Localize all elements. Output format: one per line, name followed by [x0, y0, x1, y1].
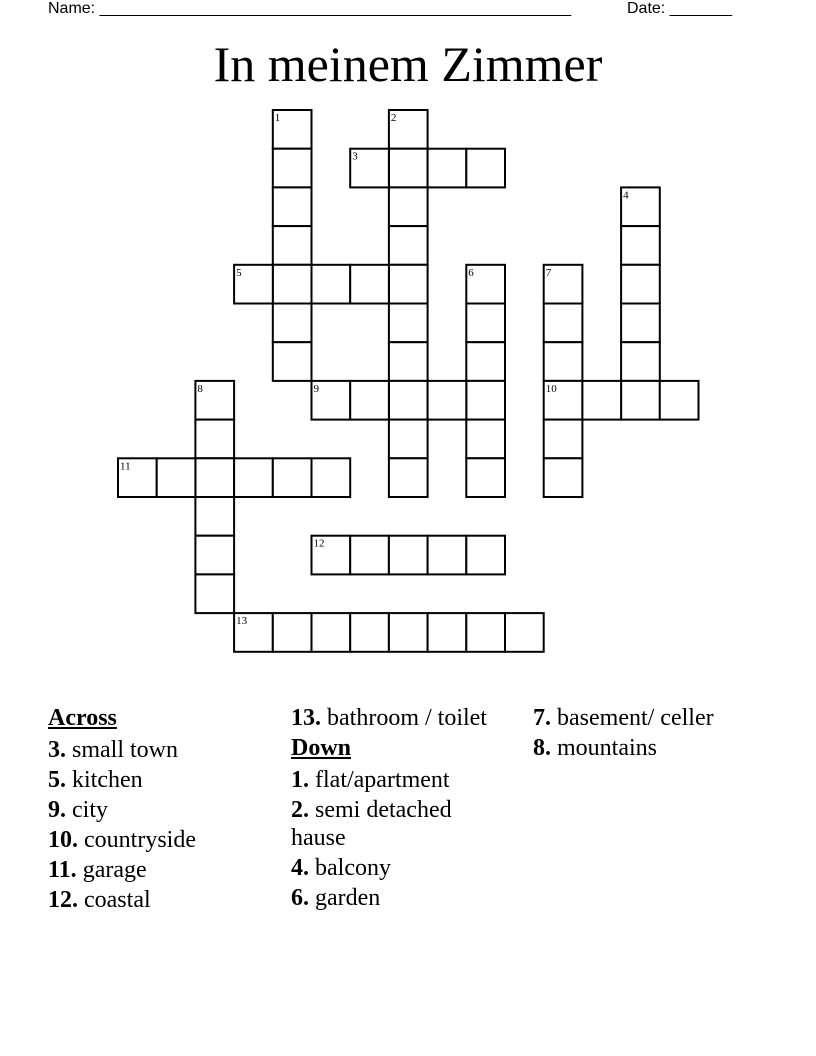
grid-cell[interactable]	[273, 149, 312, 188]
clue-text: basement/ celler	[557, 705, 714, 731]
clue-across-11	[48, 856, 278, 884]
clue-across-12	[48, 886, 278, 914]
grid-cell[interactable]	[273, 342, 312, 381]
grid-cell[interactable]	[389, 149, 428, 188]
cell-number: 12	[313, 537, 325, 550]
grid-cell[interactable]	[466, 381, 505, 420]
clue-text: city	[72, 797, 108, 823]
grid-cell[interactable]	[389, 187, 428, 226]
grid-cell[interactable]	[350, 613, 389, 652]
clue-across-13	[291, 704, 491, 732]
grid-cell[interactable]	[428, 613, 467, 652]
page-title: In meinem Zimmer	[213, 36, 603, 92]
clue-text: garage	[82, 857, 147, 883]
grid-cell[interactable]	[466, 304, 505, 343]
grid-cell[interactable]	[195, 574, 234, 613]
name-field-label: Name: _____________________________________________________	[48, 0, 572, 17]
cell-number: 1	[274, 112, 281, 124]
grid-cell[interactable]	[621, 265, 660, 304]
clue-number: 9.	[48, 797, 66, 823]
grid-cell[interactable]	[234, 458, 273, 497]
grid-cell[interactable]	[157, 458, 196, 497]
clue-number: 11.	[48, 857, 77, 883]
grid-cell[interactable]	[428, 381, 467, 420]
grid-cell[interactable]	[428, 536, 467, 575]
clue-number: 1.	[291, 767, 309, 793]
clues-column-3	[533, 704, 733, 764]
clue-text: flat/apartment	[315, 767, 450, 793]
clue-across-10	[48, 826, 278, 854]
cell-number: 9	[313, 382, 319, 395]
grid-cell[interactable]	[660, 381, 699, 420]
cell-number: 6	[468, 266, 474, 279]
grid-cell[interactable]	[466, 536, 505, 575]
grid-cell[interactable]	[312, 613, 351, 652]
clue-text: garden	[315, 885, 381, 911]
cell-number: 8	[197, 382, 203, 395]
grid-cell[interactable]	[389, 613, 428, 652]
cell-number: 7	[545, 266, 552, 279]
clue-text: mountains	[557, 735, 657, 761]
grid-cell[interactable]	[544, 458, 583, 497]
grid-cell[interactable]	[273, 265, 312, 304]
clue-text: coastal	[84, 887, 151, 913]
grid-cell[interactable]	[466, 420, 505, 459]
grid-cell[interactable]	[389, 226, 428, 265]
grid-cell[interactable]	[312, 458, 351, 497]
grid-cell[interactable]	[350, 381, 389, 420]
clue-down-8	[533, 734, 733, 762]
grid-cell[interactable]	[544, 342, 583, 381]
grid-cell[interactable]	[621, 226, 660, 265]
cell-number: 4	[623, 189, 629, 202]
grid-cell[interactable]	[582, 381, 621, 420]
grid-cell[interactable]	[273, 304, 312, 343]
grid-cell[interactable]	[273, 458, 312, 497]
clue-across-9	[48, 796, 278, 824]
grid-cell[interactable]	[621, 381, 660, 420]
grid-cell[interactable]	[428, 149, 467, 188]
clue-number: 5.	[48, 767, 66, 793]
grid-cell[interactable]	[350, 265, 389, 304]
clue-text: balcony	[315, 855, 391, 881]
clue-number: 13.	[291, 705, 321, 731]
clue-down-7	[533, 704, 733, 732]
grid-cell[interactable]	[195, 458, 234, 497]
clue-number: 6.	[291, 885, 309, 911]
grid-cell[interactable]	[195, 420, 234, 459]
grid-cell[interactable]	[389, 342, 428, 381]
clue-number: 2.	[291, 797, 309, 823]
clue-number: 12.	[48, 887, 78, 913]
grid-cell[interactable]	[544, 420, 583, 459]
clue-number: 10.	[48, 827, 78, 853]
cell-number: 2	[390, 112, 397, 124]
grid-cell[interactable]	[621, 342, 660, 381]
grid-cell[interactable]	[621, 304, 660, 343]
cell-number: 3	[352, 150, 358, 163]
clue-number: 4.	[291, 855, 309, 881]
grid-cell[interactable]	[273, 226, 312, 265]
clue-across-5	[48, 766, 278, 794]
grid-cell[interactable]	[312, 265, 351, 304]
clue-down-2	[291, 796, 491, 852]
grid-cell[interactable]	[273, 613, 312, 652]
grid-cell[interactable]	[389, 381, 428, 420]
clue-down-6	[291, 884, 491, 912]
grid-cell[interactable]	[389, 420, 428, 459]
clues-column-1	[48, 704, 278, 916]
grid-cell[interactable]	[195, 497, 234, 536]
clue-number: 8.	[533, 735, 551, 761]
clue-text: small town	[72, 737, 178, 763]
grid-cell[interactable]	[389, 458, 428, 497]
across-heading: Across	[48, 705, 117, 731]
cell-number: 13	[236, 615, 248, 628]
date-field-label: Date: _______	[627, 0, 732, 17]
clue-down-1	[291, 766, 491, 794]
grid-cell[interactable]	[544, 304, 583, 343]
grid-cell[interactable]	[466, 613, 505, 652]
cell-number: 11	[120, 460, 131, 473]
clues-column-2	[291, 704, 491, 914]
grid-cell[interactable]	[389, 536, 428, 575]
clue-down-4	[291, 854, 491, 882]
clue-across-3	[48, 736, 278, 764]
grid-cell[interactable]	[466, 149, 505, 188]
grid-cell[interactable]	[466, 342, 505, 381]
grid-cell[interactable]	[505, 613, 544, 652]
clue-text: countryside	[84, 827, 196, 853]
cell-number: 5	[236, 266, 242, 279]
cell-number: 10	[545, 382, 557, 395]
clue-number: 3.	[48, 737, 66, 763]
clue-text: kitchen	[72, 767, 143, 793]
grid-cell[interactable]	[350, 536, 389, 575]
clue-text: bathroom / toilet	[327, 705, 487, 731]
grid-cell[interactable]	[389, 304, 428, 343]
grid-cell[interactable]	[466, 458, 505, 497]
clue-text: semi detached hause	[291, 797, 452, 851]
clue-number: 7.	[533, 705, 551, 731]
down-heading: Down	[291, 735, 352, 761]
grid-cell[interactable]	[389, 265, 428, 304]
grid-cell[interactable]	[273, 187, 312, 226]
grid-cell[interactable]	[195, 536, 234, 575]
